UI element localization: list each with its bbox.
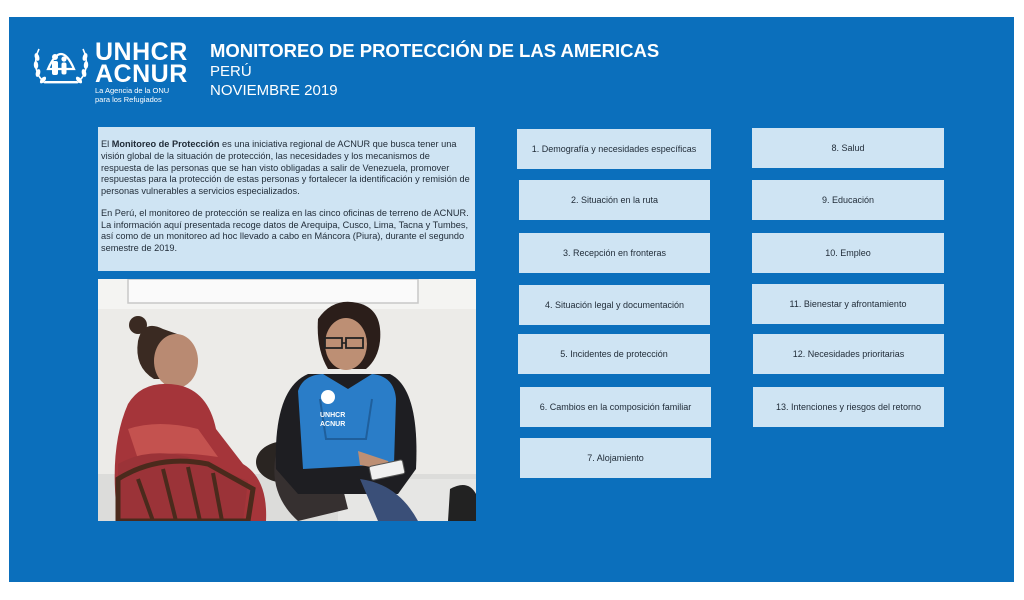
topic-tile-3[interactable]: 3. Recepción en fronteras (519, 233, 710, 273)
topic-tile-13[interactable]: 13. Intenciones y riesgos del retorno (753, 387, 944, 427)
logo-tagline-line1: La Agencia de la ONU (95, 86, 170, 95)
main-panel (9, 17, 1014, 582)
topic-tile-4[interactable]: 4. Situación legal y documentación (519, 285, 710, 325)
topic-tile-8[interactable]: 8. Salud (752, 128, 944, 168)
intro-p1-rest: es una iniciativa regional de ACNUR que busca tener una visión global de la situación de protección, las necesidades y los mecanismos de respuesta de las personas que se han visto obligadas a salir de Venezuela, promover respuestas para la protección de estas personas y fortalecer la identificación y remisión de personas vulnerables a servicios especializados. (101, 139, 470, 197)
topic-tile-12[interactable]: 12. Necesidades prioritarias (753, 334, 944, 374)
intro-p1-prefix: El (101, 139, 112, 149)
topic-tile-2[interactable]: 2. Situación en la ruta (519, 180, 710, 220)
country-label: PERÚ (210, 63, 252, 80)
intro-text-box (98, 127, 475, 271)
topic-tile-6[interactable]: 6. Cambios en la composición familiar (520, 387, 711, 427)
topic-tile-1[interactable]: 1. Demografía y necesidades específicas (517, 129, 711, 169)
field-photo (98, 279, 476, 521)
topic-tile-7[interactable]: 7. Alojamiento (520, 438, 711, 478)
topic-tile-11[interactable]: 11. Bienestar y afrontamiento (752, 284, 944, 324)
topic-tile-10[interactable]: 10. Empleo (752, 233, 944, 273)
date-label: NOVIEMBRE 2019 (210, 82, 338, 99)
logo-word-unhcr: UNHCR (95, 38, 188, 66)
page-title: MONITOREO DE PROTECCIÓN DE LAS AMERICAS (210, 40, 660, 61)
unhcr-emblem-icon (31, 37, 91, 89)
vest-logo-line1: UNHCR (320, 412, 346, 419)
intro-paragraph-2: En Perú, el monitoreo de protección se realiza en las cinco oficinas de terreno de ACNUR. La información aquí presentada recoge datos de Arequipa, Cusco, Lima, Tacna y Tumbes, así como de un monitoreo ad hoc llevado a cabo en Máncora (Piura), durante el segundo semestre de 2019. (101, 207, 469, 254)
topic-tile-5[interactable]: 5. Incidentes de protección (518, 334, 710, 374)
intro-p1-bold: Monitoreo de Protección (111, 139, 220, 149)
logo-word-acnur: ACNUR (95, 60, 188, 88)
topic-tile-9[interactable]: 9. Educación (752, 180, 944, 220)
photo-illustration (98, 279, 476, 521)
vest-logo-line2: ACNUR (320, 421, 346, 428)
unhcr-logo (31, 37, 191, 107)
logo-tagline-line2: para los Refugiados (95, 95, 162, 104)
intro-paragraph-1 (101, 139, 471, 198)
